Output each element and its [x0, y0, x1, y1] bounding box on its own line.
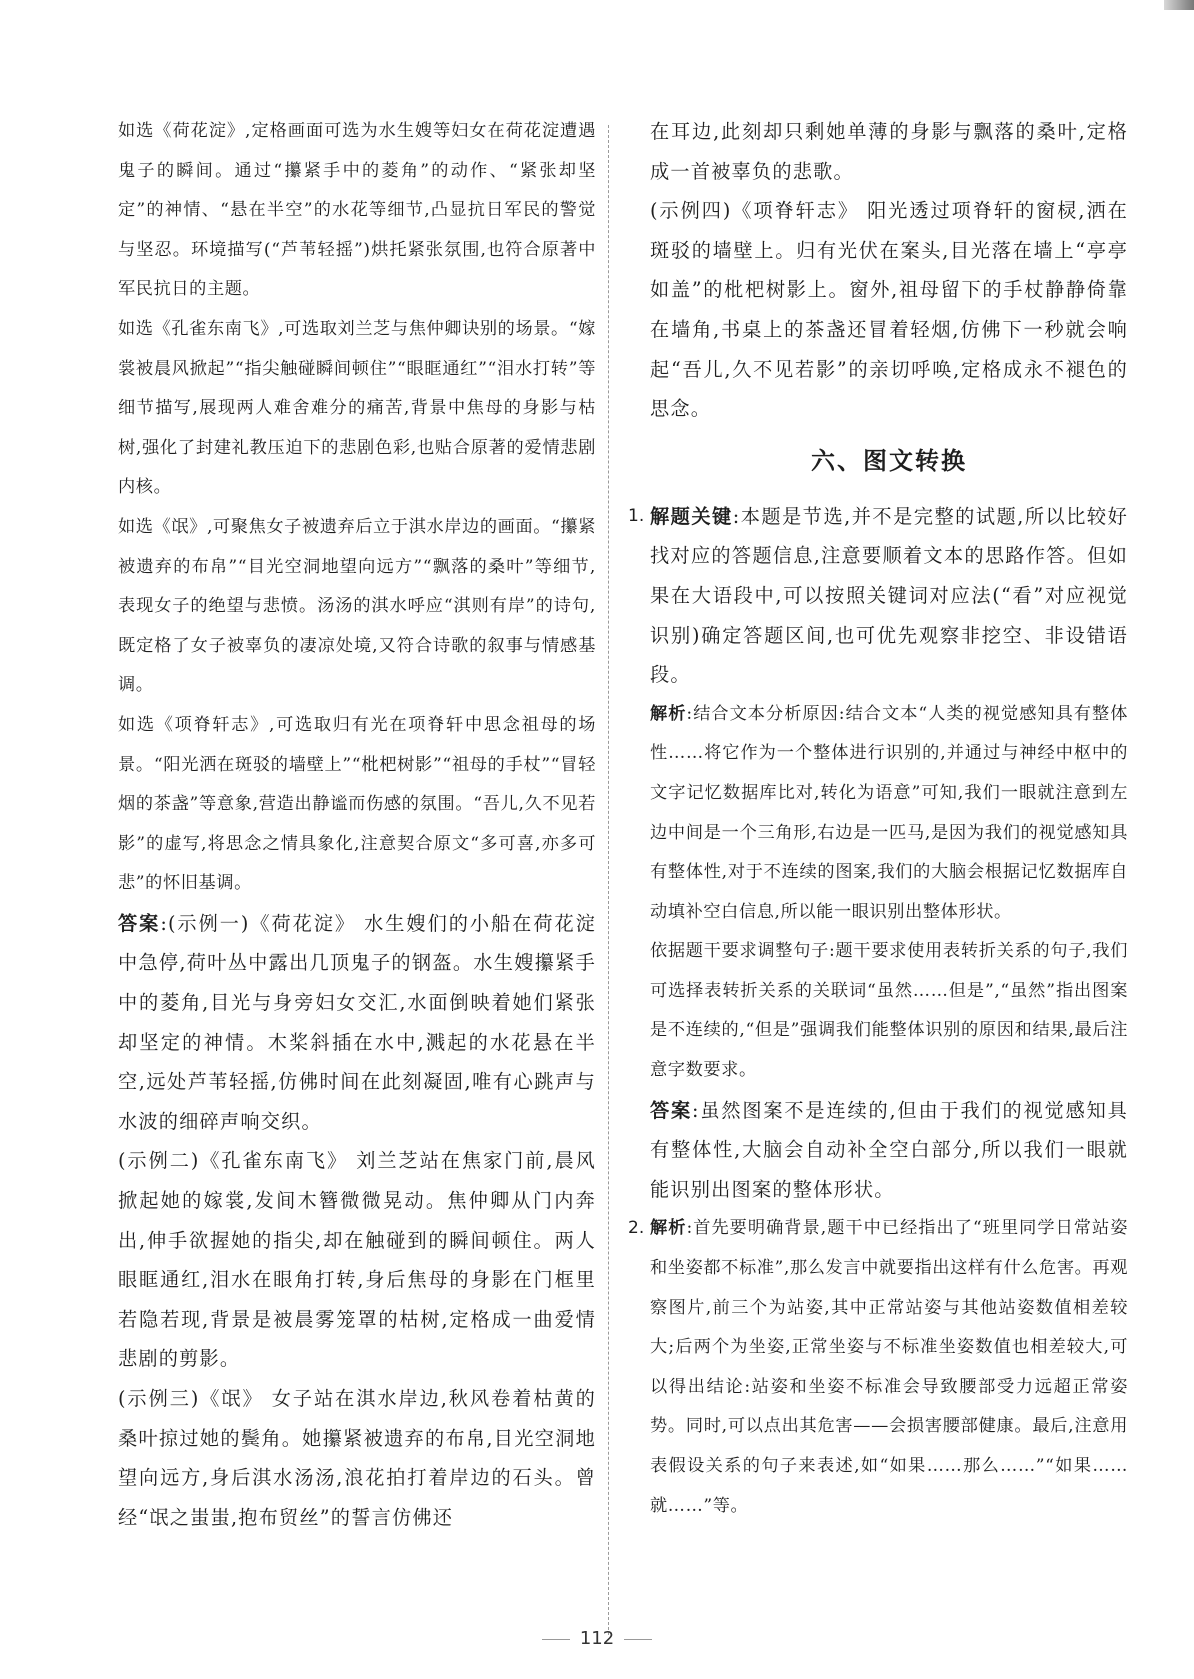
answer-example-2: (示例二)《孔雀东南飞》 刘兰芝站在焦家门前,晨风掀起她的嫁裳,发间木簪微微晃动。焦仲卿从门内奔出,伸手欲握她的指尖,却在触碰到的瞬间顿住。两人眼眶通红,泪水在眼角打转,身后焦母的身影在门框里若隐若现,背景是被晨雾笼罩的枯树,定格成一曲爱情悲剧的剪影。	[118, 1149, 596, 1371]
column-divider	[608, 125, 609, 1635]
paragraph-kongque: 如选《孔雀东南飞》,可选取刘兰芝与焦仲卿诀别的场景。“嫁裳被晨风掀起”“指尖触碰瞬间顿住”“眼眶通红”“泪水打转”等细节描写,展现两人难舍难分的痛苦,背景中焦母的身影与枯树,强化了封建礼教压迫下的悲剧色彩,也贴合原著的爱情悲剧内核。	[118, 318, 596, 498]
question-1	[628, 497, 1129, 1210]
right-column	[628, 112, 1129, 1526]
answer-example-1	[118, 904, 596, 1142]
left-column	[118, 112, 596, 1537]
answer-label: 答案	[118, 911, 161, 935]
section-heading: 六、图文转换	[811, 446, 967, 475]
key-text: :本题是节选,并不是完整的试题,所以比较好找对应的答题信息,注意要顺着文本的思路作答。但如果在大语段中,可以按照关键词对应法(“看”对应视觉识别)确定答题区间,也可优先观察非挖空、非设错语段。	[650, 504, 1128, 687]
answer-example-3-continuation: 在耳边,此刻却只剩她单薄的身影与飘落的桑叶,定格成一首被辜负的悲歌。	[650, 120, 1128, 183]
answer-label: 答案	[650, 1098, 693, 1122]
question-2-analysis	[650, 1209, 1128, 1526]
analysis-label: 解析	[650, 703, 687, 724]
paragraph-xiangjixuan: 如选《项脊轩志》,可选取归有光在项脊轩中思念祖母的场景。“阳光洒在斑驳的墙壁上”“枇杷树影”“祖母的手杖”“冒轻烟的茶盏”等意象,营造出静谧而伤感的氛围。“吾儿,久不见若影”的虚写,将思念之情具象化,注意契合原文“多可喜,亦多可悲”的怀旧基调。	[118, 714, 596, 894]
question-1-answer	[650, 1091, 1128, 1210]
scan-corner-mark	[1164, 0, 1194, 10]
analysis-text: :首先要明确背景,题干中已经指出了“班里同学日常站姿和坐姿都不标准”,那么发言中就要指出这样有什么危害。再观察图片,前三个为站姿,其中正常站姿与其他站姿数值相差较大;后两个为坐姿,正常坐姿与不标准坐姿数值也相差较大,可以得出结论:站姿和坐姿不标准会导致腰部受力远超正常姿势。同时,可以点出其危害——会损害腰部健康。最后,注意用表假设关系的句子来表述,如“如果……那么……”“如果……就……”等。	[650, 1218, 1128, 1516]
answer-example-4: (示例四)《项脊轩志》 阳光透过项脊轩的窗棂,洒在斑驳的墙壁上。归有光伏在案头,目光落在墙上“亭亭如盖”的枇杷树影上。窗外,祖母留下的手杖静静倚靠在墙角,书桌上的茶盏还冒着轻烟,仿佛下一秒就会响起“吾儿,久不见若影”的亲切呼唤,定格成永不褪色的思念。	[650, 199, 1128, 421]
question-1-analysis-2: 依据题干要求调整句子:题干要求使用表转折关系的句子,我们可选择表转折关系的关联词“虽然……但是”,“虽然”指出图案是不连续的,“但是”强调我们能整体识别的原因和结果,最后注意字数要求。	[650, 941, 1128, 1081]
analysis-text: :结合文本分析原因:结合文本“人类的视觉感知具有整体性……将它作为一个整体进行识别的,并通过与神经中枢中的文字记忆数据库比对,转化为语意”可知,我们一眼就注意到左边中间是一个三角形,右边是一匹马,是因为我们的视觉感知具有整体性,对于不连续的图案,我们的大脑会根据记忆数据库自动填补空白信息,所以能一眼识别出整体形状。	[650, 703, 1129, 922]
question-1-number: 1.	[628, 505, 645, 526]
question-2-number: 2.	[628, 1218, 645, 1239]
analysis-label: 解析	[650, 1218, 687, 1239]
answer-example-3: (示例三)《氓》 女子站在淇水岸边,秋风卷着枯黄的桑叶掠过她的鬓角。她攥紧被遗弃的布帛,目光空洞地望向远方,身后淇水汤汤,浪花拍打着岸边的石头。曾经“氓之蚩蚩,抱布贸丝”的誓言仿佛还	[118, 1387, 596, 1529]
footer-dash-right	[624, 1639, 652, 1640]
question-1-analysis	[650, 695, 1128, 933]
page-number: 112	[579, 1628, 615, 1649]
answer-text: :虽然图案不是连续的,但由于我们的视觉感知具有整体性,大脑会自动补全空白部分,所以我们一眼就能识别出图案的整体形状。	[650, 1098, 1128, 1201]
page-footer	[0, 1628, 1194, 1649]
footer-dash-left	[542, 1639, 570, 1640]
question-1-key	[650, 497, 1128, 695]
answer-example-1-text: :(示例一)《荷花淀》 水生嫂们的小船在荷花淀中急停,荷叶丛中露出几顶鬼子的钢盔。水生嫂攥紧手中的菱角,目光与身旁妇女交汇,水面倒映着她们紧张却坚定的神情。木桨斜插在水中,溅起的水花悬在半空,远处芦苇轻摇,仿佛时间在此刻凝固,唯有心跳声与水波的细碎声响交织。	[118, 911, 597, 1133]
paragraph-meng: 如选《氓》,可聚焦女子被遗弃后立于淇水岸边的画面。“攥紧被遗弃的布帛”“目光空洞地望向远方”“飘落的桑叶”等细节,表现女子的绝望与悲愤。汤汤的淇水呼应“淇则有岸”的诗句,既定格了女子被辜负的凄凉处境,又符合诗歌的叙事与情感基调。	[118, 516, 596, 696]
paragraph-hehuadian: 如选《荷花淀》,定格画面可选为水生嫂等妇女在荷花淀遭遇鬼子的瞬间。通过“攥紧手中的菱角”的动作、“紧张却坚定”的神情、“悬在半空”的水花等细节,凸显抗日军民的警觉与坚忍。环境描写(“芦苇轻摇”)烘托紧张氛围,也符合原著中军民抗日的主题。	[118, 121, 596, 300]
question-2	[628, 1209, 1128, 1526]
key-label: 解题关键	[650, 504, 733, 528]
